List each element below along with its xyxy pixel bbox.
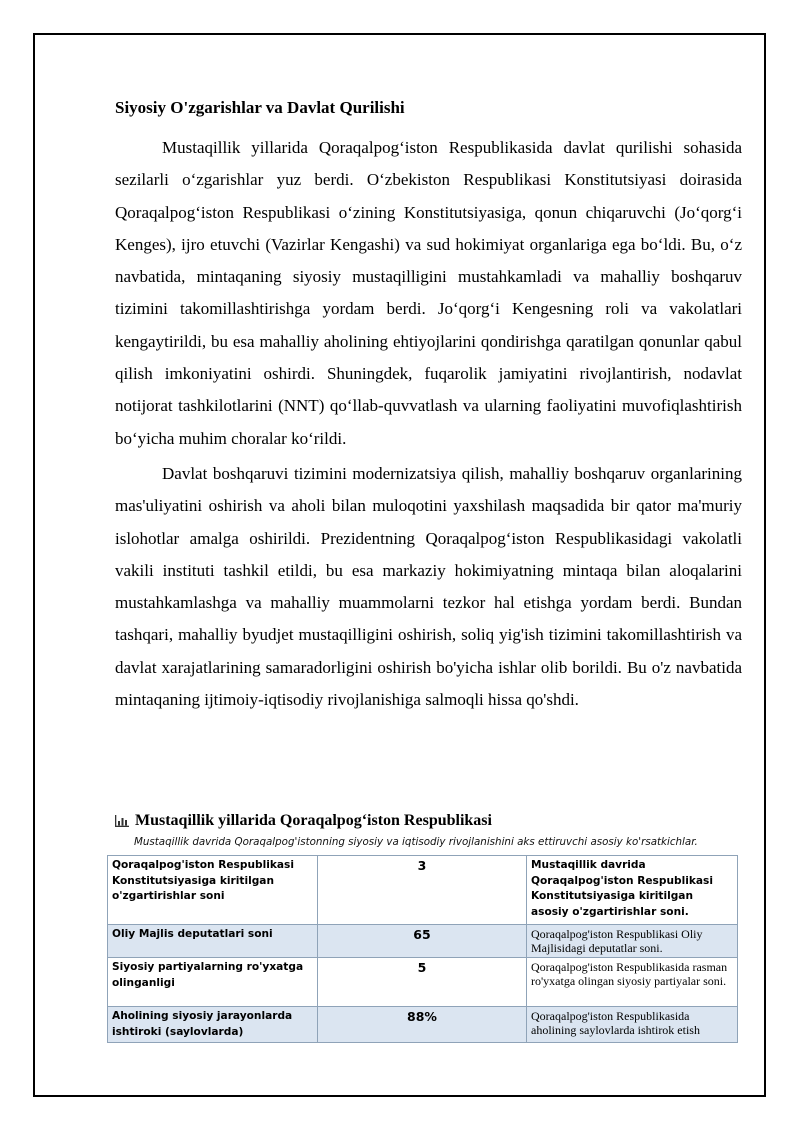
section-heading: Siyosiy O'zgarishlar va Davlat Qurilishi [115, 98, 405, 117]
indicator-value: 5 [318, 958, 527, 1007]
indicator-label: Qoraqalpog'iston Respublikasi Konstitutsiyasiga kiritilgan o'zgartirishlar soni [108, 856, 318, 925]
table-row [108, 925, 738, 958]
table-row [108, 958, 738, 1007]
indicator-label: Aholining siyosiy jarayonlarda ishtiroki (saylovlarda) [108, 1007, 318, 1043]
indicator-value: 3 [318, 856, 527, 925]
paragraph: Mustaqillik yillarida Qoraqalpog‘iston Respublikasida davlat qurilishi sohasida sezilarli o‘zgarishlar yuz berdi. O‘zbekiston Respublikasi Konstitutsiyasi doirasida Qoraqalpog‘iston Respublikasi o‘zining Konstitutsiyasiga, qonun chiqaruvchi (Jo‘qorg‘i Kenges), ijro etuvchi (Vazirlar Kengashi) va sud hokimiyat organlariga ega bo‘ldi. Bu, o‘z navbatida, mintaqaning siyosiy mustaqilligini mustahkamladi va mahalliy boshqaruv tizimini takomillashtirishga yordam berdi. Jo‘qorg‘i Kengesning roli va vakolatlari kengaytirildi, bu esa mahalliy aholining ehtiyojlarini qondirishga qaratilgan qonunlar qabul qilish imkoniyatini oshirdi. Shuningdek, fuqarolik jamiyatini rivojlantirish, nodavlat notijorat tashkilotlarini (NNT) qo‘llab-quvvatlash va ularning faoliyatini muvofiqlashtirish bo‘yicha muhim choralar ko‘rildi. [115, 138, 742, 448]
table-title-text: Mustaqillik yillarida Qoraqalpog‘iston Respublikasi [135, 812, 492, 829]
indicators-table [107, 855, 738, 1043]
indicator-label: Siyosiy partiyalarning ro'yxatga olinganligi [108, 958, 318, 1007]
table-row [108, 856, 738, 925]
table-row [108, 1007, 738, 1043]
table-title [115, 812, 737, 830]
paragraph: Davlat boshqaruvi tizimini modernizatsiya qilish, mahalliy boshqaruv organlarining mas'uliyatini oshirish va aholi bilan muloqotini yaxshilash maqsadida bir qator ma'muriy islohotlar amalga oshirildi. Prezidentning Qoraqalpog‘iston Respublikasidagi vakolatli vakili instituti tashkil etildi, bu esa markaziy hokimiyatning mintaqa bilan aloqalarini mustahkamlashga va mahalliy muammolarni tezkor hal etishga yordam berdi. Bundan tashqari, mahalliy byudjet mustaqilligini oshirish, soliq yig'ish tizimini takomillashtirish va davlat xarajatlarining samaradorligini oshirish bo'yicha ishlar olib borildi. Bu o'z navbatida mintaqaning ijtimoiy-iqtisodiy rivojlanishiga salmoqli hissa qo'shdi. [115, 463, 742, 710]
indicator-value: 88% [318, 1007, 527, 1043]
bar-chart-icon [115, 815, 129, 827]
indicators-table-section [107, 812, 737, 1043]
indicator-description: Qoraqalpog'iston Respublikasida rasman ro'yxatga olingan siyosiy partiyalar soni. [527, 958, 738, 1007]
indicator-description: Qoraqalpog'iston Respublikasi Oliy Majlisidagi deputatlar soni. [527, 925, 738, 958]
document-body [115, 98, 742, 719]
indicator-label: Oliy Majlis deputatlari soni [108, 925, 318, 958]
table-caption: Mustaqillik davrida Qoraqalpog'istonning siyosiy va iqtisodiy rivojlanishini aks ettiruvchi asosiy ko'rsatkichlar. [134, 836, 698, 848]
indicator-description: Qoraqalpog'iston Respublikasida aholining saylovlarda ishtirok etish [527, 1007, 738, 1043]
indicator-value: 65 [318, 925, 527, 958]
indicator-description: Mustaqillik davrida Qoraqalpog'iston Respublikasi Konstitutsiyasiga kiritilgan asosiy o'zgartirishlar soni. [527, 856, 738, 925]
